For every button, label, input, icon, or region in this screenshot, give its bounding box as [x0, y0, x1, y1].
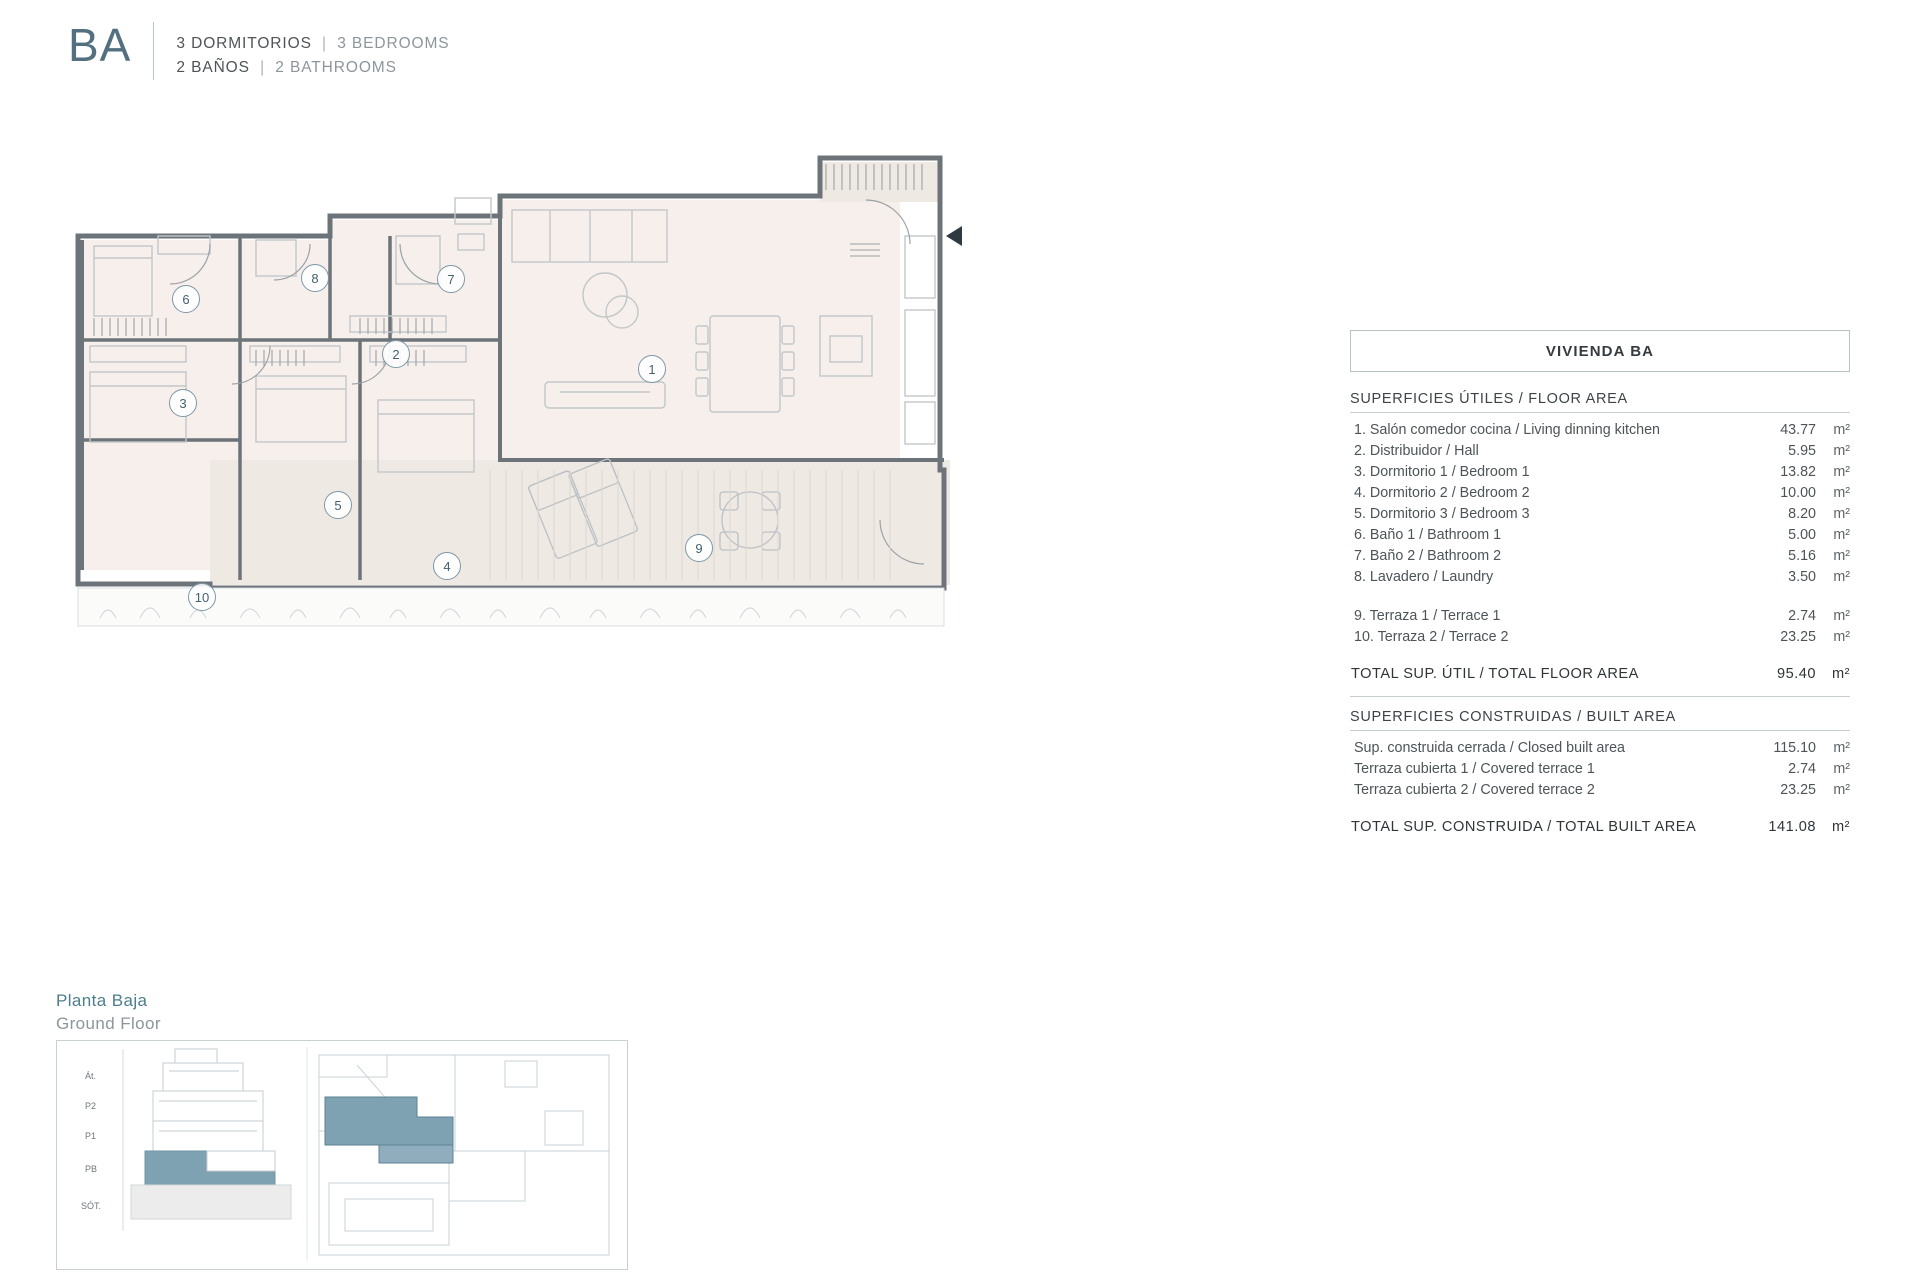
row-label: 6. Baño 1 / Bathroom 1 [1354, 527, 1502, 544]
row-unit: m² [1833, 506, 1850, 523]
table-row [1350, 462, 1850, 483]
row-unit: m² [1833, 485, 1850, 502]
entrance-arrow [946, 226, 962, 246]
row-value: 23.25 [1780, 629, 1816, 646]
row-unit: m² [1833, 422, 1850, 438]
total-floor-area-value: 95.40 [1776, 666, 1816, 683]
level-label-3: PB [85, 1164, 98, 1174]
row-label: 3. Dormitorio 1 / Bedroom 1 [1354, 464, 1530, 481]
row-label: 5. Dormitorio 3 / Bedroom 3 [1354, 506, 1530, 523]
row-label: 4. Dormitorio 2 / Bedroom 2 [1354, 485, 1530, 502]
row-unit: m² [1833, 608, 1850, 625]
table-row [1350, 525, 1850, 546]
row-unit: m² [1833, 548, 1850, 565]
row-value: 23.25 [1780, 782, 1816, 799]
room-marker-2-label: 2 [392, 346, 400, 362]
row-unit: m² [1833, 782, 1850, 799]
table-row [1350, 546, 1850, 567]
floor-area-heading: SUPERFICIES ÚTILES / FLOOR AREA [1350, 391, 1850, 413]
built-area-heading: SUPERFICIES CONSTRUIDAS / BUILT AREA [1350, 709, 1850, 731]
total-built-area-unit: m² [1831, 819, 1850, 836]
row-value: 115.10 [1773, 740, 1816, 757]
row-label: 10. Terraza 2 / Terrace 2 [1354, 629, 1509, 646]
header-sep-1: | [322, 35, 327, 52]
room-marker-3 [169, 389, 197, 417]
table-row [1350, 606, 1850, 627]
floor-plan [60, 140, 980, 660]
room-marker-9-label: 9 [695, 540, 703, 556]
table-row [1350, 441, 1850, 462]
row-value: 2.74 [1788, 608, 1816, 625]
keyplan-caption-es: Planta Baja [56, 991, 148, 1010]
row-unit: m² [1833, 740, 1850, 757]
total-built-area-row [1350, 819, 1850, 835]
row-unit: m² [1833, 761, 1850, 778]
header-divider [153, 22, 154, 80]
room-marker-5-label: 5 [334, 497, 342, 513]
bathrooms-en: 2 BATHROOMS [275, 59, 397, 77]
level-label-0: Át. [85, 1071, 97, 1081]
total-built-area-value: 141.08 [1768, 819, 1816, 836]
row-gap [1350, 588, 1850, 606]
bedrooms-es: 3 DORMITORIOS [176, 35, 312, 52]
table-row [1350, 420, 1850, 441]
keyplan-siteplan [319, 1055, 609, 1255]
table-row [1350, 627, 1850, 648]
room-marker-10-label: 10 [194, 589, 210, 605]
row-label: 2. Distribuidor / Hall [1354, 443, 1479, 460]
table-row [1350, 738, 1850, 759]
room-marker-10 [188, 583, 216, 611]
row-value: 5.95 [1788, 443, 1816, 460]
row-unit: m² [1833, 629, 1850, 646]
room-marker-8-label: 8 [311, 270, 319, 286]
row-label: 1. Salón comedor cocina / Living dinning kitchen [1354, 422, 1660, 438]
keyplan-highlight-unit [325, 1097, 453, 1163]
areas-datasheet [1350, 330, 1850, 835]
room-marker-9 [685, 534, 713, 562]
section-divider [1350, 696, 1850, 697]
row-value: 5.00 [1788, 527, 1816, 544]
row-label: Terraza cubierta 1 / Covered terrace 1 [1354, 761, 1595, 778]
table-row [1350, 780, 1850, 801]
table-row [1350, 504, 1850, 525]
floor-area-section [1350, 391, 1850, 697]
built-area-section [1350, 709, 1850, 835]
keyplan-level-labels [81, 1071, 101, 1211]
row-label: Terraza cubierta 2 / Covered terrace 2 [1354, 782, 1595, 799]
bathrooms-line [176, 56, 449, 80]
level-label-2: P1 [85, 1131, 97, 1141]
row-value: 8.20 [1788, 506, 1816, 523]
row-label: 8. Lavadero / Laundry [1354, 569, 1494, 586]
level-label-1: P2 [85, 1101, 97, 1111]
room-marker-1-label: 1 [648, 361, 656, 377]
room-marker-4 [433, 552, 461, 580]
room-marker-6 [172, 285, 200, 313]
header-subtitles [176, 22, 449, 80]
header [68, 19, 450, 80]
row-label: 9. Terraza 1 / Terrace 1 [1354, 608, 1501, 625]
table-row [1350, 759, 1850, 780]
room-marker-6-label: 6 [182, 291, 190, 307]
room-marker-7 [437, 265, 465, 293]
row-label: Sup. construida cerrada / Closed built area [1354, 740, 1625, 757]
keyplan-elevation [131, 1049, 291, 1219]
unit-code: BA [68, 19, 132, 71]
room-marker-1 [638, 355, 666, 383]
row-label: 7. Baño 2 / Bathroom 2 [1354, 548, 1502, 565]
keyplan-drawing [57, 1041, 625, 1267]
room-marker-8 [301, 264, 329, 292]
row-unit: m² [1833, 569, 1850, 586]
room-marker-7-label: 7 [447, 271, 455, 287]
row-unit: m² [1833, 527, 1850, 544]
total-floor-area-row [1350, 666, 1850, 682]
row-unit: m² [1833, 464, 1850, 481]
room-marker-3-label: 3 [179, 395, 187, 411]
row-value: 43.77 [1780, 422, 1816, 438]
row-value: 13.82 [1780, 464, 1816, 481]
keyplan-caption [56, 990, 161, 1036]
table-row [1350, 483, 1850, 504]
room-marker-5 [324, 491, 352, 519]
floor-plan-drawing [60, 140, 980, 660]
header-sep-2: | [260, 59, 266, 77]
bedrooms-en: 3 BEDROOMS [337, 35, 450, 52]
room-marker-4-label: 4 [443, 558, 451, 574]
level-label-4: SÓT. [81, 1201, 102, 1211]
keyplan-caption-en: Ground Floor [56, 1013, 161, 1033]
total-floor-area-label: TOTAL SUP. ÚTIL / TOTAL FLOOR AREA [1351, 666, 1639, 683]
row-value: 10.00 [1780, 485, 1816, 502]
datasheet-title: VIVIENDA BA [1350, 330, 1850, 372]
bedrooms-line [176, 32, 449, 56]
total-built-area-label: TOTAL SUP. CONSTRUIDA / TOTAL BUILT AREA [1351, 819, 1697, 836]
row-value: 5.16 [1788, 548, 1816, 565]
room-marker-2 [382, 340, 410, 368]
table-row [1350, 567, 1850, 588]
keyplan-box [56, 1040, 628, 1270]
row-value: 2.74 [1788, 761, 1816, 778]
row-unit: m² [1833, 443, 1850, 460]
bathrooms-es: 2 BAÑOS [176, 59, 250, 77]
row-value: 3.50 [1788, 569, 1816, 586]
total-floor-area-unit: m² [1831, 666, 1850, 683]
